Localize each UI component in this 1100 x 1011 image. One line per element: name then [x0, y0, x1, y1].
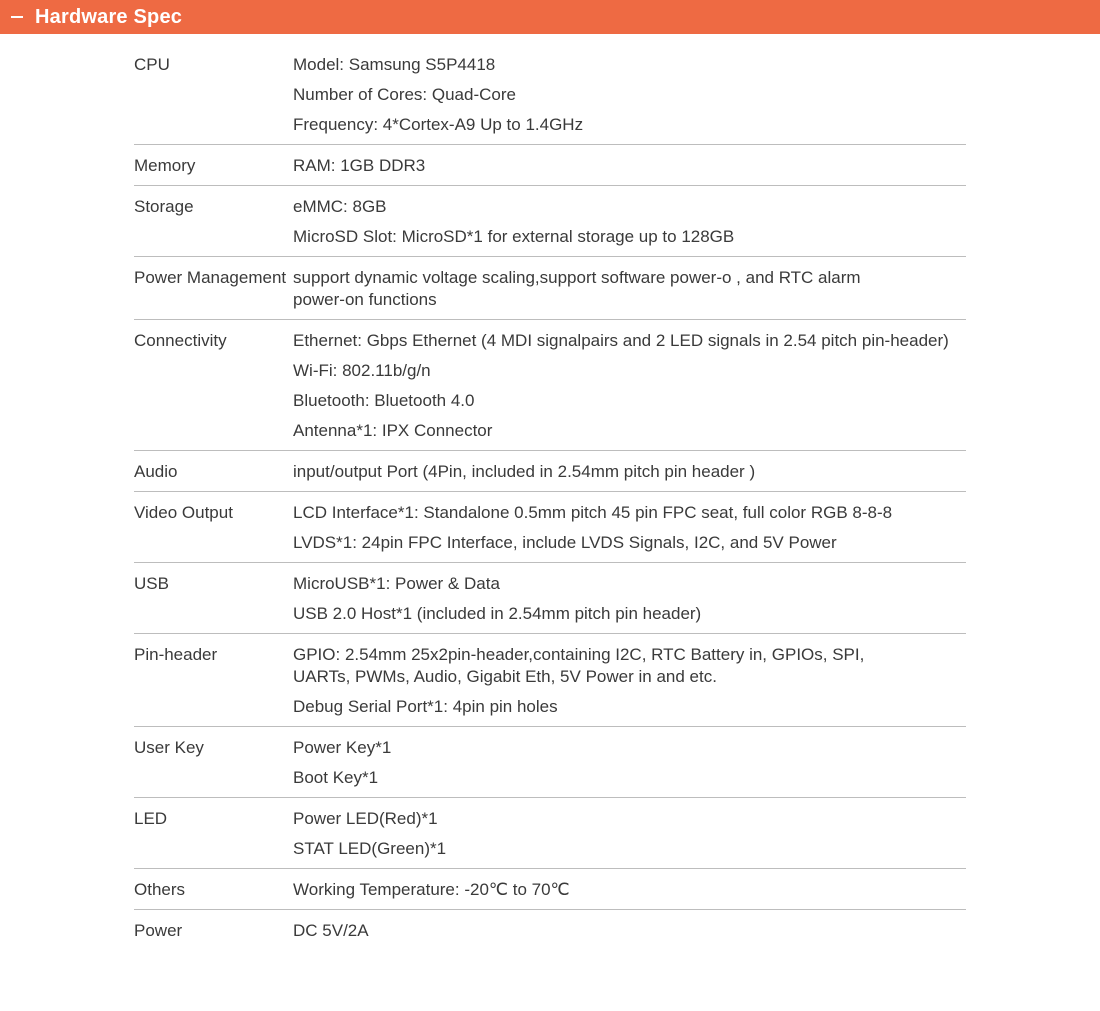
spec-label: Video Output: [134, 503, 233, 522]
spec-value: Model: Samsung S5P4418: [293, 55, 496, 74]
section-header-hardware-spec[interactable]: [0, 0, 1100, 34]
spec-value: USB 2.0 Host*1 (included in 2.54mm pitch pin header): [293, 604, 702, 623]
section-title: Hardware Spec: [35, 5, 183, 28]
spec-table: [134, 44, 966, 950]
spec-row-video-output: [134, 492, 966, 563]
spec-row-storage: [134, 186, 966, 257]
spec-label: Power: [134, 921, 183, 940]
spec-label: User Key: [134, 738, 204, 757]
spec-values: [293, 267, 966, 311]
spec-value: MicroSD Slot: MicroSD*1 for external storage up to 128GB: [293, 227, 735, 246]
spec-row-user-key: [134, 727, 966, 798]
spec-values: [293, 155, 966, 177]
spec-row-power-management: [134, 257, 966, 320]
spec-value: Wi-Fi: 802.11b/g/n: [293, 361, 431, 380]
spec-value: input/output Port (4Pin, included in 2.54mm pitch pin header ): [293, 462, 756, 481]
spec-label: CPU: [134, 55, 170, 74]
spec-value: Working Temperature: -20℃ to 70℃: [293, 880, 570, 899]
spec-row-usb: [134, 563, 966, 634]
spec-values: [293, 920, 966, 942]
spec-value: Number of Cores: Quad-Core: [293, 85, 516, 104]
spec-value: Boot Key*1: [293, 768, 379, 787]
spec-value: Power Key*1: [293, 738, 392, 757]
spec-values: [293, 330, 966, 442]
spec-row-others: [134, 869, 966, 910]
spec-values: [293, 808, 966, 860]
spec-label: Others: [134, 880, 186, 899]
spec-value: LCD Interface*1: Standalone 0.5mm pitch 45 pin FPC seat, full color RGB 8-8-8: [293, 503, 893, 522]
spec-value: eMMC: 8GB: [293, 197, 387, 216]
spec-value: Antenna*1: IPX Connector: [293, 421, 493, 440]
spec-value: Ethernet: Gbps Ethernet (4 MDI signalpairs and 2 LED signals in 2.54 pitch pin-header): [293, 331, 949, 350]
spec-value: Debug Serial Port*1: 4pin pin holes: [293, 697, 558, 716]
spec-label: USB: [134, 574, 169, 593]
spec-value: support dynamic voltage scaling,support software power-o , and RTC alarm power-on functions: [293, 268, 861, 309]
spec-values: [293, 502, 966, 554]
spec-value: MicroUSB*1: Power & Data: [293, 574, 500, 593]
spec-values: [293, 737, 966, 789]
spec-label: LED: [134, 809, 168, 828]
spec-value: LVDS*1: 24pin FPC Interface, include LVDS Signals, I2C, and 5V Power: [293, 533, 837, 552]
spec-value: Frequency: 4*Cortex-A9 Up to 1.4GHz: [293, 115, 584, 134]
spec-values: [293, 461, 966, 483]
spec-label: Connectivity: [134, 331, 227, 350]
spec-value: GPIO: 2.54mm 25x2pin-header,containing I2C, RTC Battery in, GPIOs, SPI, UARTs, PWMs, Audio, Gigabit Eth, 5V Power in and etc.: [293, 645, 865, 686]
spec-label: Audio: [134, 462, 178, 481]
spec-label: Storage: [134, 197, 194, 216]
spec-row-power: [134, 910, 966, 950]
spec-values: [293, 644, 966, 718]
spec-label: Pin-header: [134, 645, 218, 664]
minus-icon[interactable]: [11, 16, 23, 18]
spec-label: Memory: [134, 156, 196, 175]
spec-row-connectivity: [134, 320, 966, 451]
spec-value: Bluetooth: Bluetooth 4.0: [293, 391, 475, 410]
spec-label: Power Management: [134, 268, 287, 287]
spec-row-pin-header: [134, 634, 966, 727]
spec-values: [293, 54, 966, 136]
spec-value: RAM: 1GB DDR3: [293, 156, 426, 175]
spec-value: Power LED(Red)*1: [293, 809, 438, 828]
spec-row-led: [134, 798, 966, 869]
spec-row-audio: [134, 451, 966, 492]
spec-value: DC 5V/2A: [293, 921, 369, 940]
spec-value: STAT LED(Green)*1: [293, 839, 447, 858]
spec-row-memory: [134, 145, 966, 186]
spec-values: [293, 879, 966, 901]
spec-values: [293, 573, 966, 625]
spec-values: [293, 196, 966, 248]
spec-row-cpu: [134, 44, 966, 145]
